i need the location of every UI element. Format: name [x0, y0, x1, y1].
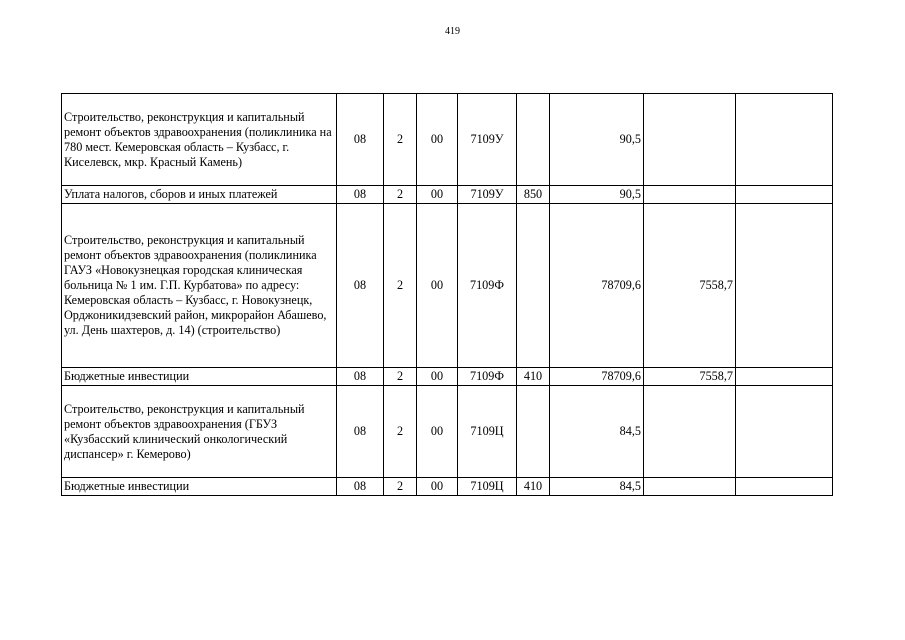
row-name: Строительство, реконструкция и капитальный ремонт объектов здравоохранения (ГБУЗ «Кузбасский клинический онкологический диспансер» г. Кемерово) — [62, 386, 337, 478]
section-code: 08 — [337, 386, 384, 478]
sum-year-3 — [736, 94, 833, 186]
subsection-code: 2 — [384, 478, 417, 496]
expense-type: 850 — [517, 186, 550, 204]
row-name: Бюджетные инвестиции — [62, 478, 337, 496]
budget-table — [61, 93, 833, 496]
row-name: Уплата налогов, сборов и иных платежей — [62, 186, 337, 204]
target-article-part1: 00 — [417, 386, 458, 478]
table-row — [62, 204, 833, 368]
table-row — [62, 478, 833, 496]
target-article-part2: 7109Ц — [458, 478, 517, 496]
row-name: Бюджетные инвестиции — [62, 368, 337, 386]
table-row — [62, 368, 833, 386]
target-article-part2: 7109Ф — [458, 368, 517, 386]
sum-year-2: 7558,7 — [644, 204, 736, 368]
row-name: Строительство, реконструкция и капитальный ремонт объектов здравоохранения (поликлиника ГАУЗ «Новокузнецкая городская клиническая больница № 1 им. Г.П. Курбатова» по адресу: Кемеровская область – Кузбасс, г. Новокузнецк, Орджоникидзевский район, микрорайон Абашево, ул. День шахтеров, д. 14) (строительство) — [62, 204, 337, 368]
section-code: 08 — [337, 368, 384, 386]
sum-year-1: 90,5 — [550, 186, 644, 204]
sum-year-3 — [736, 478, 833, 496]
target-article-part2: 7109Ц — [458, 386, 517, 478]
subsection-code: 2 — [384, 386, 417, 478]
sum-year-2 — [644, 186, 736, 204]
row-name: Строительство, реконструкция и капитальный ремонт объектов здравоохранения (поликлиника на 780 мест. Кемеровская область – Кузбасс, г. Киселевск, мкр. Красный Камень) — [62, 94, 337, 186]
section-code: 08 — [337, 204, 384, 368]
sum-year-3 — [736, 186, 833, 204]
subsection-code: 2 — [384, 186, 417, 204]
sum-year-2: 7558,7 — [644, 368, 736, 386]
sum-year-1: 78709,6 — [550, 204, 644, 368]
target-article-part2: 7109У — [458, 94, 517, 186]
sum-year-2 — [644, 386, 736, 478]
section-code: 08 — [337, 186, 384, 204]
target-article-part1: 00 — [417, 186, 458, 204]
target-article-part1: 00 — [417, 478, 458, 496]
sum-year-2 — [644, 478, 736, 496]
expense-type: 410 — [517, 368, 550, 386]
target-article-part2: 7109Ф — [458, 204, 517, 368]
expense-type — [517, 204, 550, 368]
expense-type — [517, 386, 550, 478]
subsection-code: 2 — [384, 204, 417, 368]
table-row — [62, 94, 833, 186]
sum-year-3 — [736, 368, 833, 386]
sum-year-1: 90,5 — [550, 94, 644, 186]
subsection-code: 2 — [384, 368, 417, 386]
table-row — [62, 386, 833, 478]
sum-year-3 — [736, 386, 833, 478]
target-article-part1: 00 — [417, 368, 458, 386]
section-code: 08 — [337, 94, 384, 186]
sum-year-1: 84,5 — [550, 386, 644, 478]
sum-year-3 — [736, 204, 833, 368]
expense-type: 410 — [517, 478, 550, 496]
table-row — [62, 186, 833, 204]
sum-year-2 — [644, 94, 736, 186]
sum-year-1: 78709,6 — [550, 368, 644, 386]
target-article-part2: 7109У — [458, 186, 517, 204]
target-article-part1: 00 — [417, 204, 458, 368]
expense-type — [517, 94, 550, 186]
target-article-part1: 00 — [417, 94, 458, 186]
subsection-code: 2 — [384, 94, 417, 186]
page-number: 419 — [445, 26, 460, 37]
sum-year-1: 84,5 — [550, 478, 644, 496]
section-code: 08 — [337, 478, 384, 496]
